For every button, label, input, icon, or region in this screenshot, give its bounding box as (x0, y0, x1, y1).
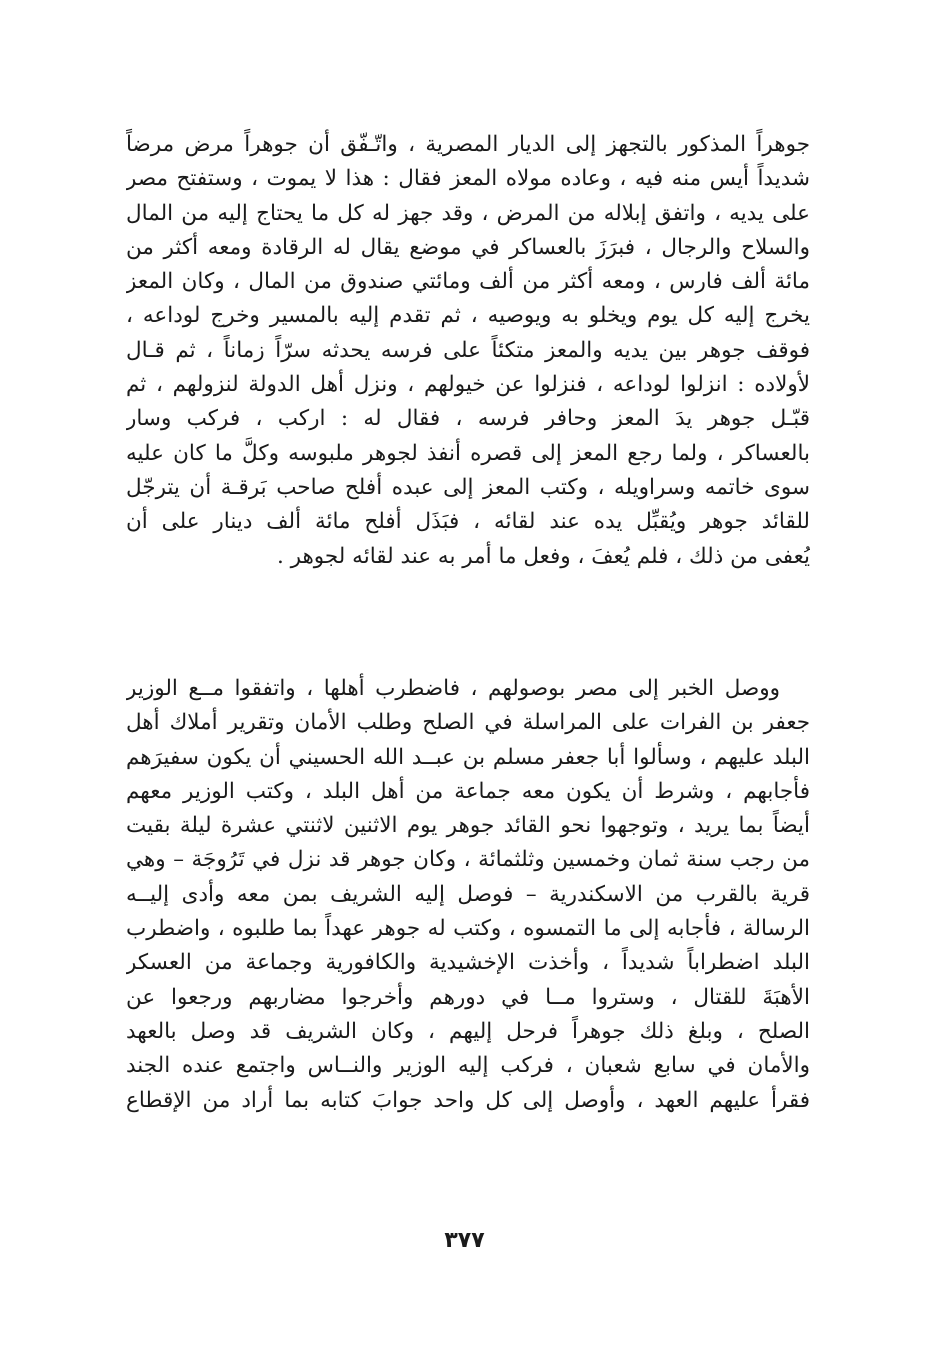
text-line: الأهبَةَ للقتال ، وستروا مــا في دورهم وأخرجوا مضاربهم ورجعوا عن (126, 984, 810, 1010)
text-line: سوى خاتمه وسراويله ، وكتب المعز إلى عبده أفلح صاحب بَرقـة أن يترجّل (126, 474, 810, 500)
text-line: الصلح ، وبلغ ذلك جوهراً فرحل إليهم ، وكان الشريف قد وصل بالعهد (126, 1018, 810, 1044)
paragraph-1 (126, 128, 810, 574)
paragraph-2 (126, 672, 810, 1118)
text-line: والأمان في سابع شعبان ، فركب إليه الوزير والنــاس واجتمع عنده الجند (126, 1053, 810, 1079)
text-line: البلد اضطراباً شديداً ، وأخذت الإخشيدية والكافورية وجماعة من العسكر (126, 950, 810, 976)
text-line: على يديه ، واتفق إبلاله من المرض ، وقد جهز له كل ما يحتاج إليه من المال (126, 200, 810, 226)
text-line: يخرج إليه كل يوم ويخلو به ويوصيه ، ثم تقدم إليه بالمسير وخرج لوداعه ، (126, 303, 810, 329)
text-line: لأولاده : انزلوا لوداعه ، فنزلوا عن خيولهم ، ونزل أهل الدولة لنزولهم ، ثم (126, 372, 810, 398)
text-line: يُعفى من ذلك ، فلم يُعفَ ، وفعل ما أمر به عند لقائه لجوهر . (276, 543, 810, 569)
text-line: والسلاح والرجال ، فبرَزَ بالعساكر في موضع يقال له الرقادة ومعه أكثر من (126, 234, 810, 260)
text-line: فوقف جوهر بين يديه والمعز متكئاً على فرسه يحدثه سرّاً زماناً ، ثم قـال (126, 337, 810, 363)
page-number: ٣٧٧ (444, 1228, 485, 1253)
text-line: للقائد جوهر ويُقبِّل يده عند لقائه ، فبَذَل أفلح مائة ألف دينار على أن (126, 509, 810, 535)
text-line: الرسالة ، فأجابه إلى ما التمسوه ، وكتب له جوهر عهداً بما طلبوه ، واضطرب (126, 916, 810, 942)
text-line: أيضاً بما يريد ، وتوجهوا نحو القائد جوهر يوم الاثنين لاثنتي عشرة ليلة بقيت (126, 813, 810, 839)
text-line: من رجب سنة ثمان وخمسين وثلثمائة ، وكان جوهر قد نزل في تَرُوجَة – وهي (126, 847, 810, 873)
text-line: شديداً أيس منه فيه ، وعاده مولاه المعز فقال : هذا لا يموت ، وستفتح مصر (126, 166, 810, 192)
text-line: بالعساكر ، ولما رجع المعز إلى قصره أنفذ لجوهر ملبوسه وكلَّ ما كان عليه (126, 440, 810, 466)
text-line: فأجابهم ، وشرط أن يكون معه جماعة من أهل البلد ، وكتب الوزير معهم (126, 778, 810, 804)
text-line: ووصل الخبر إلى مصر بوصولهم ، فاضطرب أهلها ، واتفقوا مــع الوزير (126, 676, 780, 701)
text-line: قبّـل جوهر يدَ المعز وحافر فرسه ، فقال له : اركب ، فركب وسار (126, 406, 810, 432)
text-line: جوهراً المذكور بالتجهز إلى الديار المصرية ، واتّـفّق أن جوهراً مرض مرضاً (126, 132, 810, 157)
text-line: مائة ألف فارس ، ومعه أكثر من ألف ومائتي صندوق من المال ، وكان المعز (126, 269, 810, 295)
text-line: جعفر بن الفرات على المراسلة في الصلح وطلب الأمان وتقرير أملاك أهل (126, 710, 810, 736)
text-line: البلد عليهم ، وسألوا أبا جعفر مسلم بن عبــد الله الحسيني أن يكون سفيرَهم (126, 744, 810, 770)
text-line: قرية بالقرب من الاسكندرية – فوصل إليه الشريف بمن معه وأدى إليــه (126, 881, 810, 907)
text-line: فقرأ عليهم العهد ، وأوصل إلى كل واحد جوابَ كتابه بما أراد من الإقطاع (126, 1087, 810, 1113)
